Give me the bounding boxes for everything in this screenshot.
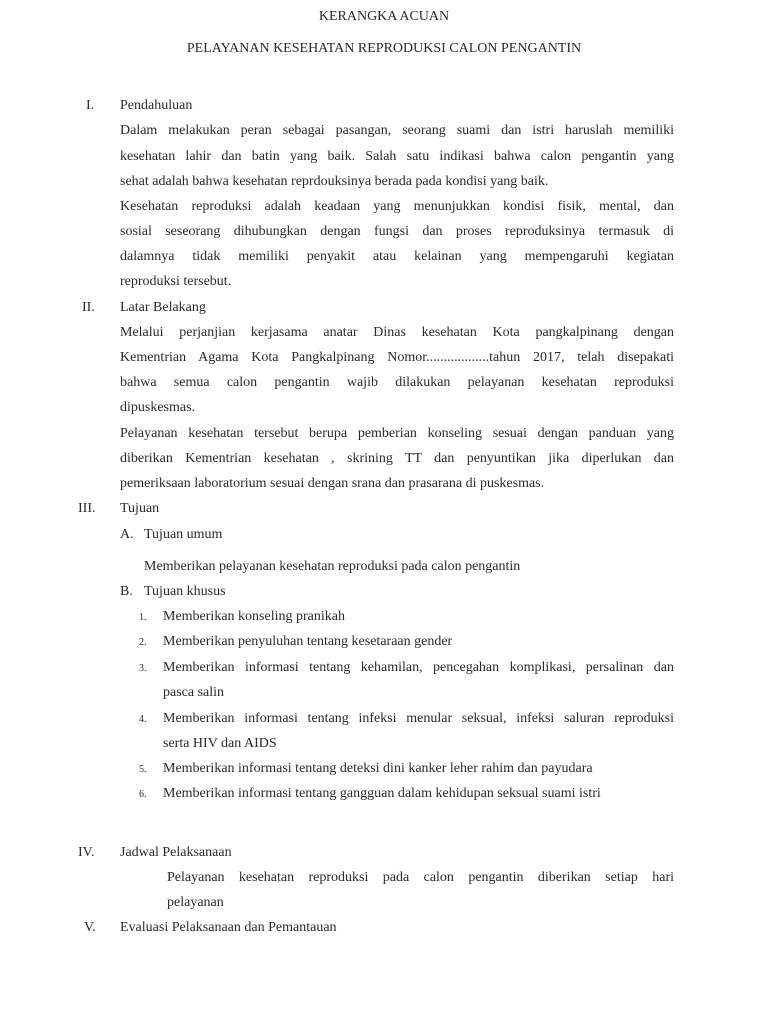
section-1-p2-line-1: Kesehatan reproduksi adalah keadaan yang menunjukkan kondisi fisik, mental, dan: [120, 199, 674, 214]
section-1-p1-line-1: Dalam melakukan peran sebagai pasangan, seorang suami dan istri haruslah memiliki: [120, 123, 674, 138]
section-1-heading: Pendahuluan: [120, 98, 193, 113]
section-2-p2-line-1: Pelayanan kesehatan tersebut berupa pemberian konseling sesuai dengan panduan yang: [120, 426, 674, 441]
section-2-p1-line-4: dipuskesmas.: [120, 400, 196, 415]
subsection-a-label: A.: [120, 527, 134, 542]
section-4-number: IV.: [78, 845, 95, 860]
section-1-number: I.: [86, 98, 95, 113]
subsection-b-heading: Tujuan khusus: [144, 584, 226, 599]
section-1-p2-line-2: sosial seseorang dihubungkan dengan fungsi dan proses reproduksinya termasuk di: [120, 224, 674, 239]
list-item: Memberikan informasi tentang gangguan dalam kehidupan seksual suami istri: [163, 786, 601, 801]
section-5-heading: Evaluasi Pelaksanaan dan Pemantauan: [120, 920, 337, 935]
list-item-number: 2.: [139, 637, 147, 648]
section-2-p2-line-3: pemeriksaan laboratorium sesuai dengan srana dan prasarana di puskesmas.: [120, 476, 545, 491]
list-item-continuation: serta HIV dan AIDS: [163, 736, 277, 751]
section-2-number: II.: [82, 300, 95, 315]
list-item: Memberikan informasi tentang infeksi menular seksual, infeksi saluran reproduksi: [163, 711, 674, 726]
list-item-number: 1.: [139, 612, 147, 623]
subsection-a-text: Memberikan pelayanan kesehatan reproduksi pada calon pengantin: [144, 559, 521, 574]
list-item: Memberikan konseling pranikah: [163, 609, 345, 624]
section-1-p2-line-4: reproduksi tersebut.: [120, 274, 232, 289]
section-3-number: III.: [78, 501, 96, 516]
section-2-p2-line-2: diberikan Kementrian kesehatan , skrining TT dan penyuntikan jika diperlukan dan: [120, 451, 674, 466]
section-3-heading: Tujuan: [120, 501, 160, 516]
section-1-p1-line-3: sehat adalah bahwa kesehatan reprdouksinya berada pada kondisi yang baik.: [120, 174, 549, 189]
section-2-p1-line-3: bahwa semua calon pengantin wajib dilakukan pelayanan kesehatan reproduksi: [120, 375, 674, 390]
section-4-heading: Jadwal Pelaksanaan: [120, 845, 232, 860]
section-1-p1-line-2: kesehatan lahir dan batin yang baik. Salah satu indikasi bahwa calon pengantin yang: [120, 149, 674, 164]
section-2-p1-line-2: Kementrian Agama Kota Pangkalpinang Nomor..................tahun 2017, telah disepakati: [120, 350, 674, 365]
section-2-heading: Latar Belakang: [120, 300, 206, 315]
doc-subtitle: PELAYANAN KESEHATAN REPRODUKSI CALON PENGANTIN: [186, 41, 582, 56]
list-item: Memberikan informasi tentang kehamilan, pencegahan komplikasi, persalinan dan: [163, 660, 674, 675]
section-4-line-1: Pelayanan kesehatan reproduksi pada calon pengantin diberikan setiap hari: [167, 870, 674, 885]
list-item-continuation: pasca salin: [163, 685, 225, 700]
list-item-number: 4.: [139, 714, 147, 725]
list-item-number: 5.: [139, 764, 147, 775]
section-1-p2-line-3: dalamnya tidak memiliki penyakit atau kelainan yang mempengaruhi kegiatan: [120, 249, 674, 264]
list-item-number: 6.: [139, 789, 147, 800]
section-5-number: V.: [84, 920, 96, 935]
list-item-number: 3.: [139, 663, 147, 674]
subsection-b-label: B.: [120, 584, 133, 599]
section-2-p1-line-1: Melalui perjanjian kerjasama anatar Dinas kesehatan Kota pangkalpinang dengan: [120, 325, 674, 340]
subsection-a-heading: Tujuan umum: [144, 527, 223, 542]
section-4-line-2: pelayanan: [167, 895, 224, 910]
list-item: Memberikan penyuluhan tentang kesetaraan gender: [163, 634, 453, 649]
list-item: Memberikan informasi tentang deteksi dini kanker leher rahim dan payudara: [163, 761, 593, 776]
doc-title: KERANGKA ACUAN: [318, 9, 450, 24]
